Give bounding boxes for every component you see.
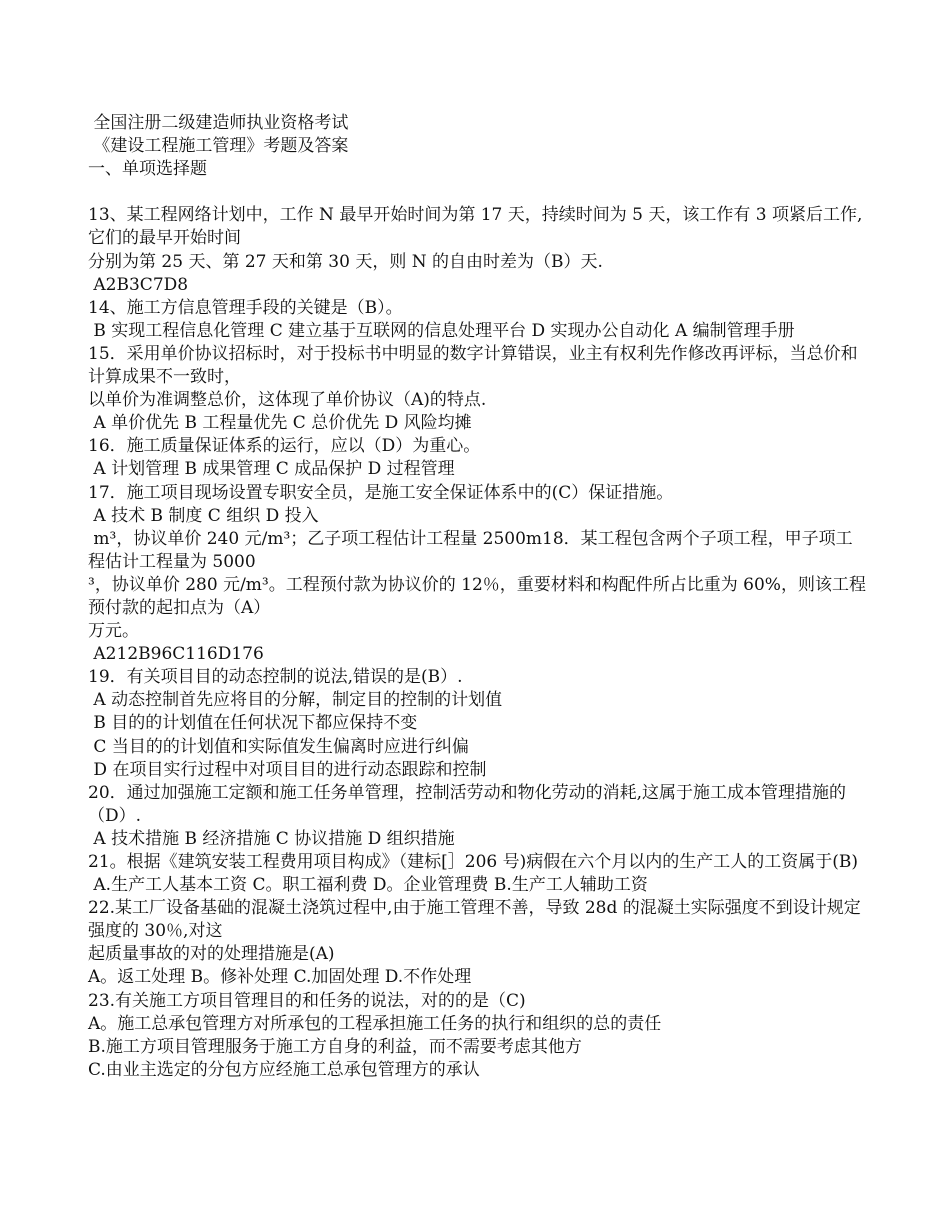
text-line: A.生产工人基本工资 C。职工福利费 D。企业管理费 B.生产工人辅助工资 <box>88 875 648 896</box>
document-title-line: 《建设工程施工管理》考题及答案 <box>88 136 349 157</box>
text-line: A。返工处理 B。修补处理 C.加固处理 D.不作处理 <box>88 967 472 988</box>
text-line <box>88 181 866 204</box>
text-line: m³，协议单价 240 元/m³；乙子项工程估计工程量 2500m18．某工程包含两个子项工程，甲子项工程估计工程量为 5000 <box>88 528 853 572</box>
text-line: B.施工方项目管理服务于施工方自身的利益，而不需要考虑其他方 <box>88 1036 582 1057</box>
text-line: ³，协议单价 280 元/m³。工程预付款为协议价的 12％，重要材料和构配件所占比重为 60%，则该工程预付款的起扣点为（A） <box>88 574 866 618</box>
text-line: 14、施工方信息管理手段的关键是（B）。 <box>88 297 403 318</box>
text-line: C.由业主选定的分包方应经施工总承包管理方的承认 <box>88 1059 480 1080</box>
text-line: C 当目的的计划值和实际值发生偏离时应进行纠偏 <box>88 736 469 757</box>
text-line: A 计划管理 B 成果管理 C 成品保护 D 过程管理 <box>88 459 455 480</box>
section-heading: 一、单项选择题 <box>88 159 207 180</box>
text-line: 19．有关项目目的动态控制的说法,错误的是(B）. <box>88 667 463 688</box>
text-line: A 技术措施 B 经济措施 C 协议措施 D 组织措施 <box>88 828 455 849</box>
text-line: 20．通过加强施工定额和施工任务单管理，控制活劳动和物化劳动的消耗,这属于施工成本管理措施的（D）. <box>88 782 847 826</box>
text-line: A。施工总承包管理方对所承包的工程承担施工任务的执行和组织的总的责任 <box>88 1013 662 1034</box>
text-line: A212B96C116D176 <box>88 644 264 665</box>
text-line: A 单价优先 B 工程量优先 C 总价优先 D 风险均摊 <box>88 413 472 434</box>
document-title-line: 全国注册二级建造师执业资格考试 <box>88 113 349 133</box>
text-line: 以单价为准调整总价，这体现了单价协议（A)的特点. <box>88 390 487 411</box>
text-line: 21。根据《建筑安装工程费用项目构成》（建标[］206 号)病假在六个月以内的生产工人的工资属于(B) <box>88 852 859 872</box>
text-line: 23.有关施工方项目管理目的和任务的说法，对的的是（C) <box>88 990 526 1011</box>
text-line: A2B3C7D8 <box>88 274 189 295</box>
text-line: B 目的的计划值在任何状况下都应保持不变 <box>88 713 418 734</box>
text-line: 万元。 <box>88 621 139 642</box>
text-line: 15．采用单价协议招标时，对于投标书中明显的数字计算错误，业主有权利先作修改再评标，当总价和计算成果不一致时， <box>88 343 858 388</box>
text-line: D 在项目实行过程中对项目目的进行动态跟踪和控制 <box>88 759 487 780</box>
text-line: A 动态控制首先应将目的分解，制定目的控制的计划值 <box>88 690 503 711</box>
text-line: 16．施工质量保证体系的运行，应以（D）为重心。 <box>88 436 481 457</box>
text-line: 分别为第 25 天、第 27 天和第 30 天，则 N 的自由时差为（B）天. <box>88 251 603 272</box>
text-line: B 实现工程信息化管理 C 建立基于互联网的信息处理平台 D 实现办公自动化 A 编制管理手册 <box>88 320 795 341</box>
text-line: 17．施工项目现场设置专职安全员，是施工安全保证体系中的(C）保证措施。 <box>88 482 674 503</box>
text-line: 起质量事故的对的处理措施是(A) <box>88 944 335 965</box>
text-line: A 技术 B 制度 C 组织 D 投入 <box>88 505 319 526</box>
text-line: 13、某工程网络计划中，工作 N 最早开始时间为第 17 天，持续时间为 5 天，该工作有 3 项紧后工作,它们的最早开始时间 <box>88 205 863 249</box>
document-body <box>88 112 866 1082</box>
text-line: 22.某工厂设备基础的混凝土浇筑过程中,由于施工管理不善，导致 28d 的混凝土实际强度不到设计规定强度的 30％,对这 <box>88 898 861 942</box>
